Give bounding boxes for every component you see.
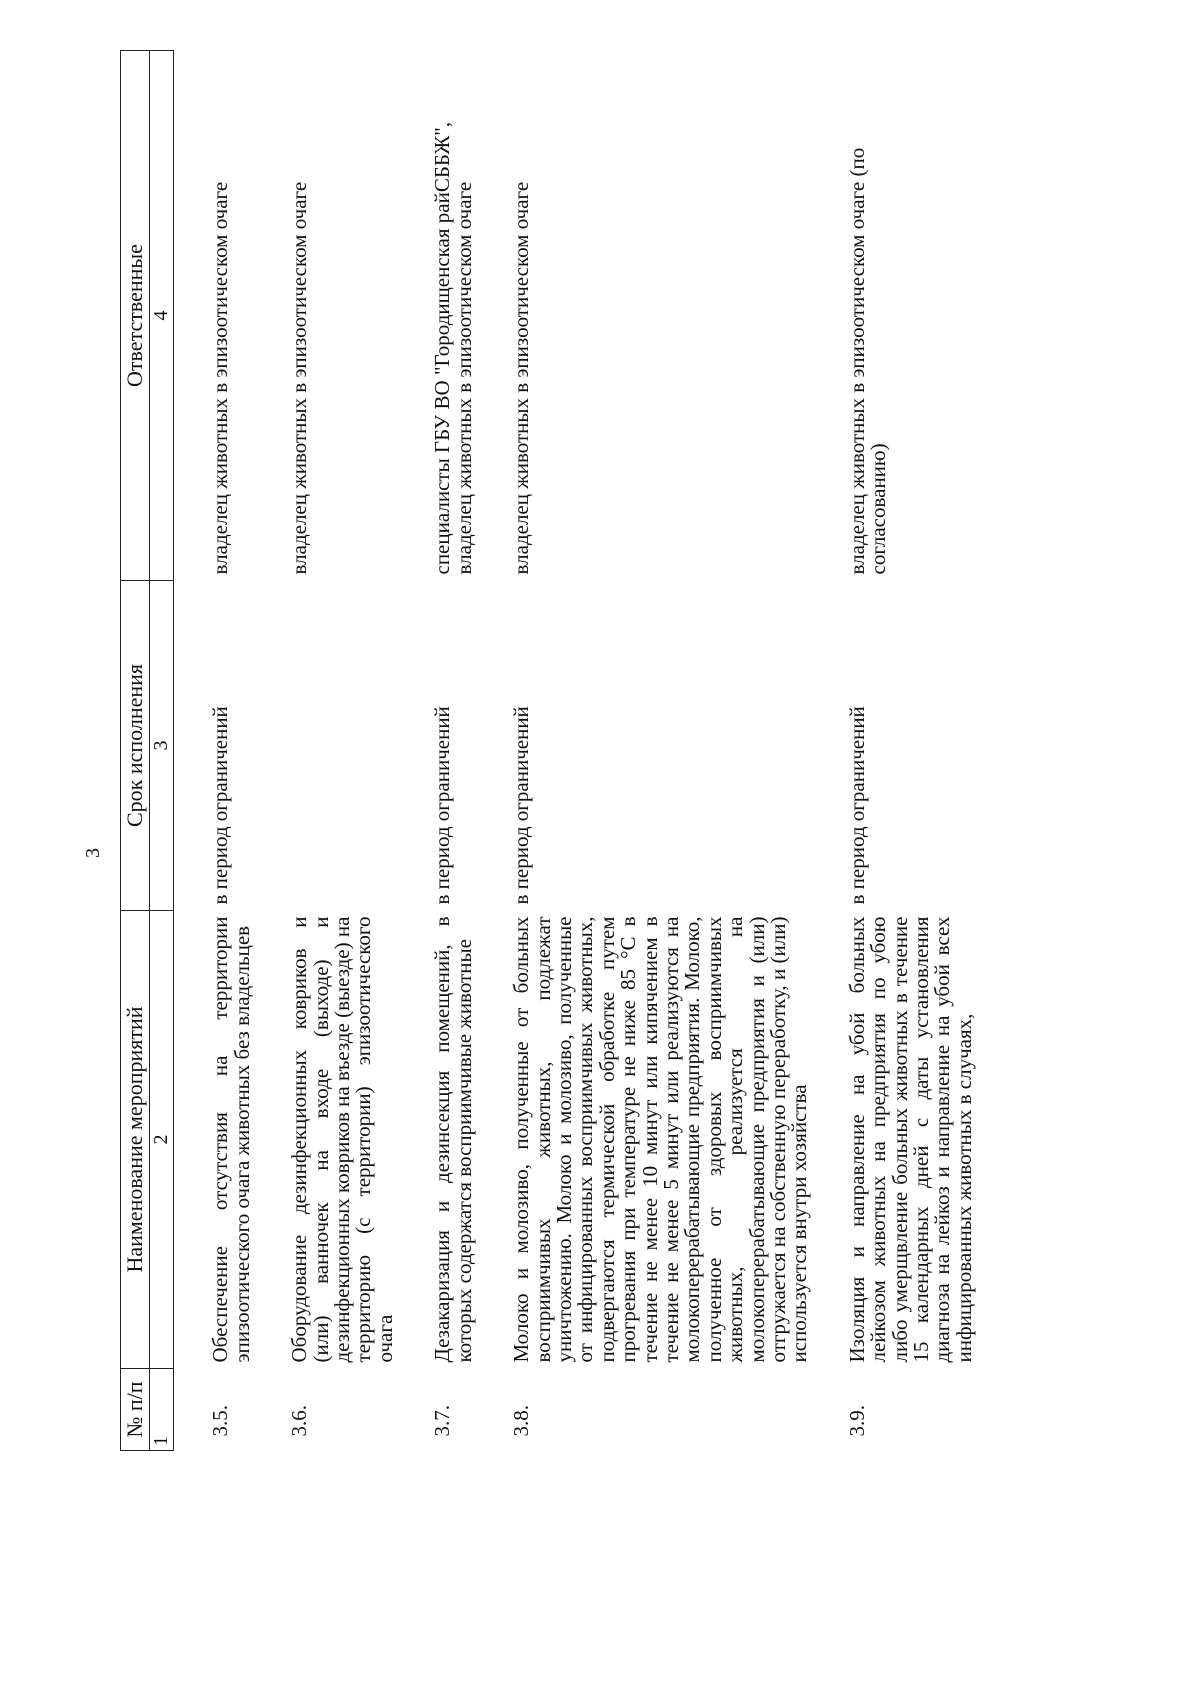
row-responsible: владелец животных в эпизоотическом очаге [287, 181, 312, 575]
row-term [253, 581, 396, 911]
table-row [475, 51, 811, 1451]
table-row [396, 51, 475, 1451]
column-number-row [150, 51, 174, 1451]
column-number-2: 2 [150, 911, 174, 1369]
row-number: 3.8. [509, 1405, 534, 1437]
header-measure: Наименование мероприятий [121, 911, 150, 1369]
row-measure: Дезакаризация и дезинсекция помещений, в которых содержатся восприимчивые животные [430, 916, 476, 1363]
measures-table [120, 50, 975, 1451]
row-term: в период ограничений [844, 706, 869, 905]
row-responsible: владелец животных в эпизоотическом очаге (по согласованию) [844, 147, 891, 575]
header-term: Срок исполнения [121, 581, 150, 911]
row-number: 3.6. [287, 1405, 312, 1437]
row-responsible: владелец животных в эпизоотическом очаге [509, 181, 534, 575]
table-row [174, 51, 253, 1451]
row-term: в период ограничений [509, 706, 534, 905]
column-number-4: 4 [150, 51, 174, 581]
header-number: № п/п [121, 1369, 150, 1451]
row-measure: Молоко и молозиво, полученные от больных восприимчивых животных, подлежат уничтожению. Молоко и молозиво, полученные от инфицированных восприимчивых животных, подвергаются термической обработке путем прогревания при температуре не ниже 85 °С в течение не менее 10 минут или кипячением в течение не менее 5 минут или реализуются на молокоперерабатывающие предприятия. Молоко, полученное от здоровых восприимчивых животных, реализуется на молокоперерабатывающие предприятия и (или) отгружается на собственную переработку, и (или) используется внутри хозяйства [509, 916, 812, 1363]
row-responsible: специалисты ГБУ ВО "Городищенская райСББЖ", владелец животных в эпизоотическом очаге [430, 121, 476, 575]
table-header-row [121, 51, 150, 1451]
header-responsible: Ответственные [121, 51, 150, 581]
row-responsible: владелец животных в эпизоотическом очаге [208, 181, 233, 575]
column-number-3: 3 [150, 581, 174, 911]
row-number: 3.5. [208, 1405, 233, 1437]
row-number: 3.9. [844, 1405, 869, 1437]
column-number-1: 1 [150, 1369, 174, 1451]
row-number: 3.7. [430, 1405, 455, 1437]
table-row [811, 51, 975, 1451]
row-measure: Обеспечение отсутствия на территории эпизоотического очага животных без владельцев [208, 916, 254, 1363]
table-row [253, 51, 396, 1451]
page-number: 3 [82, 848, 104, 858]
row-measure: Изоляция и направление на убой больных лейкозом животных на предприятия по убою либо умерщвление больных животных в течение 15 календарных дней с даты установления диагноза на лейкоз и направление на убой всех инфицированных животных в случаях, [844, 916, 976, 1363]
row-term: в период ограничений [430, 706, 455, 905]
row-measure: Оборудование дезинфекционных ковриков и (или) ванночек на входе (выходе) и дезинфекционных ковриков на въезде (выезде) на территорию (с территории) эпизоотического очага [287, 916, 397, 1363]
row-term: в период ограничений [208, 706, 233, 905]
